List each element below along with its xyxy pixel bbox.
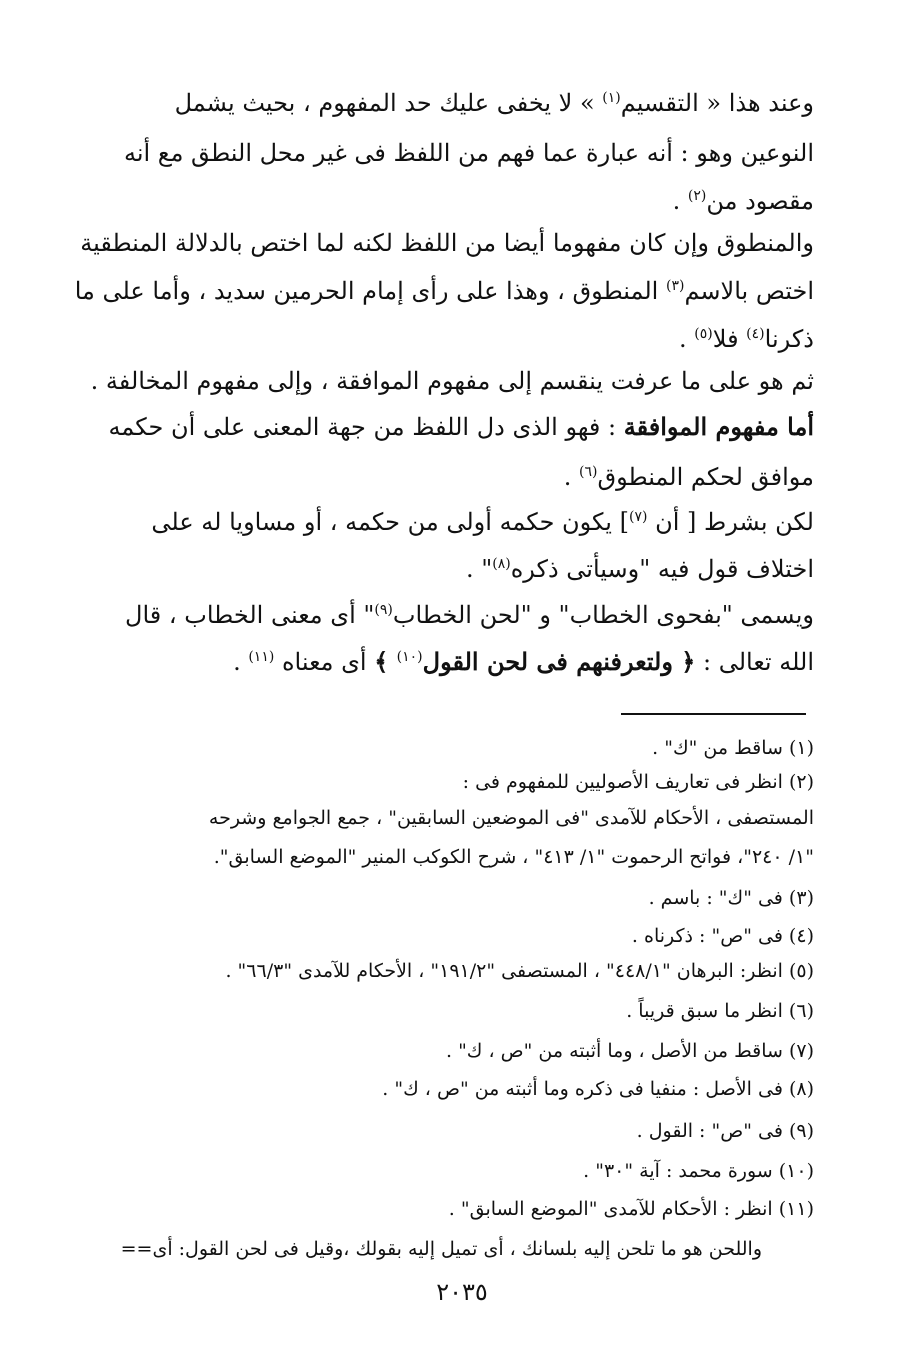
body-line [679,322,814,356]
text-run: » لا يخفى عليك حد المفهوم ، بحيث يشمل [174,89,603,117]
body-line [151,505,814,539]
footnote-marker: (١١) [248,649,275,665]
text-run: اختص بالاسم [684,277,814,305]
footnote-line: (٥) انظر: البرهان "٤٤٨/١" ، المستصفى "١٩١/٢" ، الأحكام للآمدى "٦٦/٣" . [225,960,814,982]
text-run: ثم هو على ما عرفت ينقسم إلى مفهوم الموافقة ، وإلى مفهوم المخالفة . [90,367,814,395]
text-run: مقصود من [706,187,814,215]
footnote-line: (٨) فى الأصل : منفيا فى ذكره وما أثبته من "ص ، ك" . [382,1078,814,1100]
footnote-line: (٤) فى "ص" : ذكرناه . [631,925,814,947]
text-run: أما مفهوم الموافقة [623,412,814,441]
text-run: موافق لحكم المنطوق [597,463,814,491]
footnote-line: (٩) فى "ص" : القول . [636,1120,814,1142]
body-line [124,136,814,170]
text-run: ﴾ [374,647,397,676]
footnote-marker: (٥) [694,326,713,342]
footnote-line: (٧) ساقط من الأصل ، وما أثبته من "ص ، ك" . [445,1040,814,1062]
text-run: ﴿ ولتعرفنهم فى لحن القول [422,647,696,676]
body-line [125,598,814,632]
footnote-marker: (١) [602,90,621,106]
text-run: فلا [712,325,747,353]
footnote-line: (٦) انظر ما سبق قريباً . [626,1000,814,1022]
page-number: ٢٠٣٥ [436,1278,488,1306]
text-run: " أى معنى الخطاب ، قال [125,601,375,629]
text-run: ] يكون حكمه أولى من حكمه ، أو مساويا له على [151,508,629,536]
text-run: اختلاف قول فيه "وسيأتى ذكره [510,555,814,583]
text-run: النوعين وهو : أنه عبارة عما فهم من اللفظ فى غير محل النطق مع أنه [123,139,814,167]
text-run: " . [465,555,493,583]
text-run: . [679,325,695,353]
body-line [673,184,814,218]
body-line [466,552,814,586]
footnote-line: المستصفى ، الأحكام للآمدى "فى الموضعين السابقين" ، جمع الجوامع وشرحه [208,807,814,829]
footnote-continuation: واللحن هو ما تلحن إليه بلسانك ، أى تميل إليه بقولك ،وقيل فى لحن القول: أى== [120,1238,762,1260]
text-run: المنطوق ، وهذا على رأى إمام الحرمين سديد ، وأما على ما [74,277,666,305]
footnote-line: (١٠) سورة محمد : آية "٣٠" . [583,1160,814,1182]
footnote-line: (١) ساقط من "ك" . [652,737,814,759]
text-run: . [233,648,249,676]
text-run: الله تعالى : [695,648,814,676]
text-run: . [672,187,688,215]
footnote-marker: (٤) [746,326,765,342]
text-run: والمنطوق وإن كان مفهوما أيضا من اللفظ لكنه لما اختص بالدلالة المنطقية [80,229,814,257]
text-run: . [563,463,580,491]
text-run: وعند هذا « التقسيم [620,89,814,117]
footnote-line: "١/ ٢٤٠"، فواتح الرحموت "١/ ٤١٣" ، شرح الكوكب المنير "الموضع السابق". [213,846,814,868]
body-line [75,274,814,308]
footnote-marker: (١٠) [396,649,423,665]
text-run: ذكرنا [764,325,814,353]
footnote-separator [621,713,806,715]
text-run: : فهو الذى دل اللفظ من جهة المعنى على أن حكمه [108,413,624,441]
footnote-marker: (٢) [687,188,707,204]
body-line [108,410,814,444]
footnote-line: (٢) انظر فى تعاريف الأصوليين للمفهوم فى : [462,771,814,793]
footnote-marker: (٨) [492,556,511,572]
footnote-marker: (٣) [665,278,685,294]
text-run: ويسمى "بفحوى الخطاب" و "لحن الخطاب [392,601,814,629]
body-line [175,86,814,120]
text-run: لكن بشرط [ أن [647,508,814,536]
body-line [233,645,814,679]
footnote-line: (١١) انظر : الأحكام للآمدى "الموضع السابق" . [448,1198,814,1220]
body-line [564,460,814,494]
footnote-marker: (٧) [628,509,648,525]
footnote-marker: (٩) [374,602,393,618]
footnote-line: (٣) فى "ك" : باسم . [648,887,814,909]
body-line [91,364,814,398]
footnote-marker: (٦) [579,464,598,480]
text-run: أى معناه [274,648,375,676]
body-line [80,226,814,260]
